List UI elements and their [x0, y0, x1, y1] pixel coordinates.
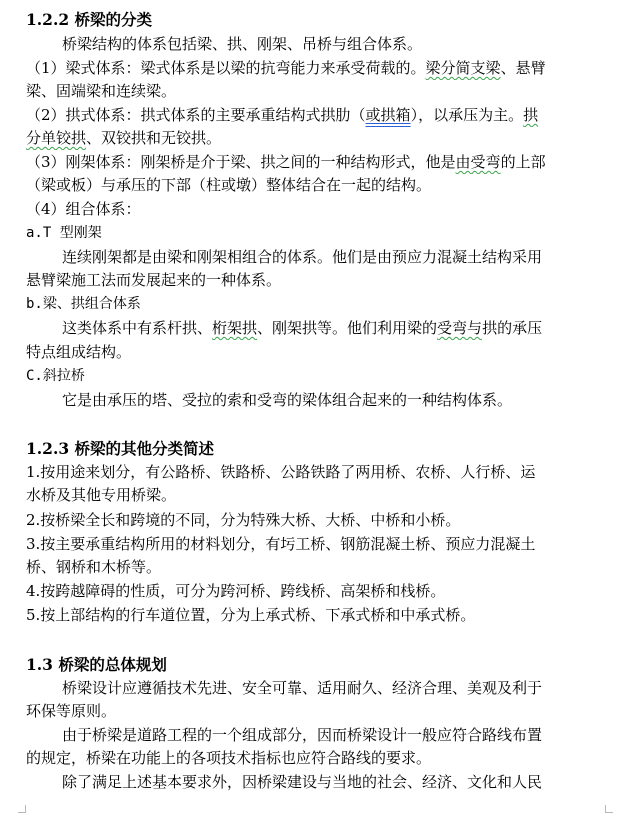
list-item-3-cont: 桥、钢桥和木桥等。: [26, 558, 162, 576]
paragraph-beam-system-cont: 梁、固端梁和连续梁。: [26, 82, 177, 100]
paragraph-arch-system-cont: 分单铰拱、双铰拱和无铰拱。: [26, 129, 222, 147]
subitem-text-t-frame-cont: 悬臂梁施工法而发展起来的一种体系。: [26, 271, 282, 289]
section-heading-1-2-3: 1.2.3 桥梁的其他分类简述: [26, 439, 215, 458]
list-item-3: 3.按主要承重结构所用的材料划分，有圬工桥、钢筋混凝土桥、预应力混凝土: [26, 535, 536, 553]
paragraph-principles: 桥梁设计应遵循技术先进、安全可靠、适用耐久、经济合理、美观及利于: [62, 679, 543, 697]
list-item-1-cont: 水桥及其他专用桥梁。: [26, 486, 177, 504]
subitem-text-beam-arch-cont: 特点组成结构。: [26, 343, 132, 361]
list-item-4: 4.按跨越障碍的性质，可分为跨河桥、跨线桥、高架桥和栈桥。: [26, 582, 446, 600]
paragraph-route-cont: 的规定，桥梁在功能上的各项技术指标也应符合路线的要求。: [26, 749, 432, 767]
list-item-1: 1.按用途来划分，有公路桥、铁路桥、公路铁路了两用桥、农桥、人行桥、运: [26, 463, 536, 481]
section-heading-1-3: 1.3 桥梁的总体规划: [26, 655, 167, 674]
list-item-5: 5.按上部结构的行车道位置，分为上承式桥、下承式桥和中承式桥。: [26, 606, 476, 624]
paragraph-local: 除了满足上述基本要求外，因桥梁建设与当地的社会、经济、文化和人民: [62, 773, 543, 791]
paragraph-composite-system: （4）组合体系：: [26, 200, 141, 218]
paragraph-beam-system: （1）梁式体系：梁式体系是以梁的抗弯能力来承受荷载的。梁分简支梁、悬臂: [26, 59, 546, 77]
page-corner-mark-left: [18, 805, 26, 813]
paragraph-frame-system-cont: （梁或板）与承压的下部（柱或墩）整体结合在一起的结构。: [26, 176, 432, 194]
subitem-label-cable-stayed: C.斜拉桥: [26, 368, 85, 384]
subitem-text-t-frame: 连续刚架都是由梁和刚架相组合的体系。他们是由预应力混凝土结构采用: [62, 248, 543, 266]
page-corner-mark-right: [605, 805, 613, 813]
subitem-label-beam-arch: b.梁、拱组合体系: [26, 296, 141, 312]
paragraph-arch-system: （2）拱式体系：拱式体系的主要承重结构式拱肋（或拱箱），以承压为主。拱: [26, 106, 539, 124]
subitem-text-beam-arch: 这类体系中有系杆拱、桁架拱、刚架拱等。他们利用梁的受弯与拱的承压: [62, 319, 543, 337]
list-item-2: 2.按桥梁全长和跨境的不同，分为特殊大桥、大桥、中桥和小桥。: [26, 511, 461, 529]
subitem-text-cable-stayed: 它是由承压的塔、受拉的索和受弯的梁体组合起来的一种结构体系。: [62, 391, 513, 409]
section-heading-1-2-2: 1.2.2 桥梁的分类: [26, 10, 153, 29]
subitem-label-t-frame: a.T 型刚架: [26, 225, 102, 241]
paragraph-intro: 桥梁结构的体系包括梁、拱、刚架、吊桥与组合体系。: [62, 35, 423, 53]
paragraph-frame-system: （3）刚架体系：刚架桥是介于梁、拱之间的一种结构形式，他是由受弯的上部: [26, 153, 546, 171]
paragraph-route: 由于桥梁是道路工程的一个组成部分，因而桥梁设计一般应符合路线布置: [62, 726, 543, 744]
paragraph-principles-cont: 环保等原则。: [26, 702, 117, 720]
